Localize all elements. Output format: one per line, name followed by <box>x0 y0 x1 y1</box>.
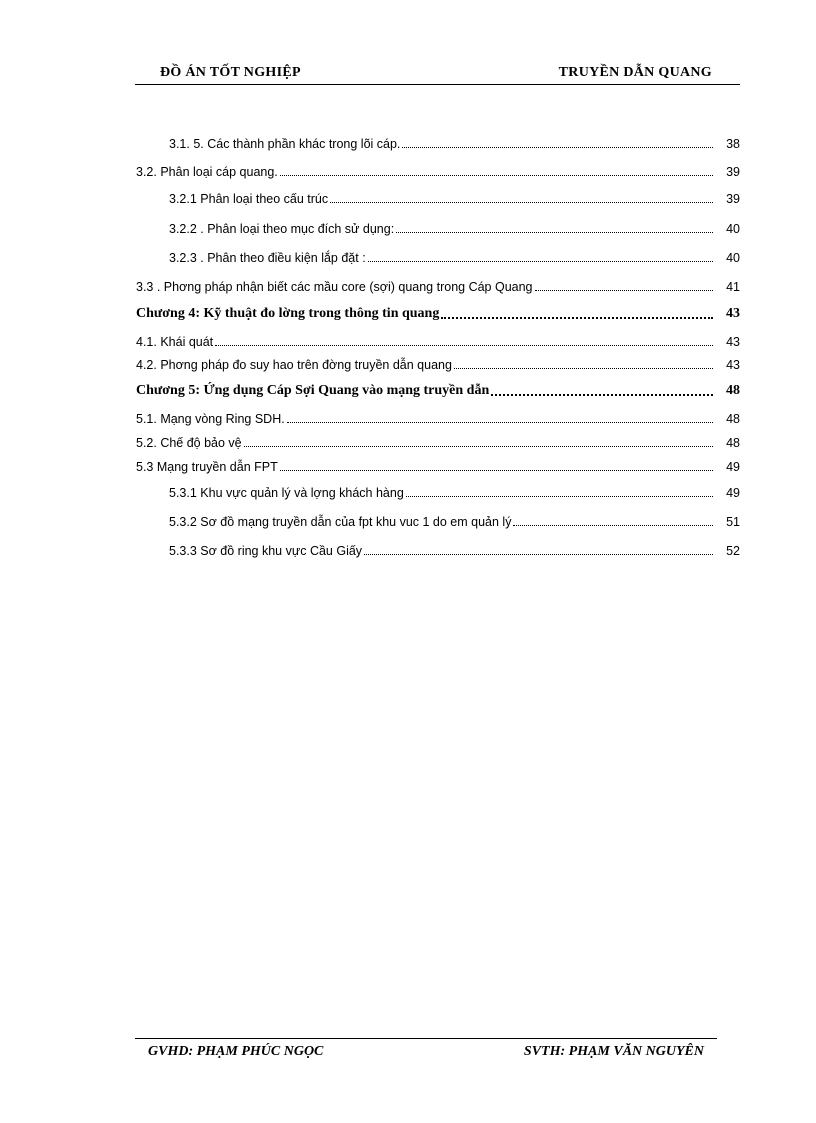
toc-entry-page: 48 <box>726 383 740 398</box>
footer-supervisor: GVHD: PHẠM PHÚC NGỌC <box>148 1044 324 1059</box>
toc-entry-label: 3.1. 5. Các thành phần khác trong lõi cáp. <box>169 137 401 151</box>
toc-entry[interactable] <box>136 159 740 179</box>
toc-entry[interactable] <box>136 480 740 500</box>
toc-entry-page: 39 <box>726 165 740 179</box>
footer-student: SVTH: PHẠM VĂN NGUYÊN <box>523 1044 704 1059</box>
toc-entry-page: 48 <box>726 412 740 426</box>
toc-entry-page: 49 <box>726 460 740 474</box>
toc-entry-label: 3.2. Phân loại cáp quang. <box>136 165 278 179</box>
header-title-left: ĐỒ ÁN TỐT NGHIỆP <box>160 65 301 80</box>
toc-entry[interactable] <box>136 406 740 426</box>
page-footer <box>135 1038 717 1063</box>
toc-entry-label: 3.2.3 . Phân theo điều kiện lắp đặt : <box>169 251 366 265</box>
header-title-right: TRUYỀN DẪN QUANG <box>558 65 712 80</box>
toc-entry[interactable] <box>136 538 740 558</box>
toc-chapter[interactable] <box>136 302 740 322</box>
toc-entry-label: 5.2. Chế độ bảo vệ <box>136 436 242 450</box>
toc-entry[interactable] <box>136 509 740 529</box>
toc-entry[interactable] <box>136 186 740 206</box>
toc-entry-page: 43 <box>726 358 740 372</box>
toc-entry-page: 40 <box>726 251 740 265</box>
toc-entry-label: 5.3.1 Khu vực quản lý và lợng khách hàng <box>169 486 404 500</box>
toc-entry-page: 48 <box>726 436 740 450</box>
toc-entry-page: 41 <box>726 280 740 294</box>
page-header <box>135 62 740 85</box>
toc-entry-page: 49 <box>726 486 740 500</box>
toc-entry-page: 52 <box>726 544 740 558</box>
toc-entry-label: Chương 4: Kỹ thuật đo lờng trong thông tin quang <box>136 306 440 321</box>
toc-entry-page: 40 <box>726 222 740 236</box>
toc-entry-page: 43 <box>726 335 740 349</box>
toc-entry[interactable] <box>136 454 740 474</box>
toc-entry-label: Chương 5: Ứng dụng Cáp Sợi Quang vào mạng truyền dẫn <box>136 383 490 398</box>
toc-entry-label: 5.3.2 Sơ đồ mạng truyền dẫn của fpt khu vuc 1 do em quản lý <box>169 515 512 529</box>
toc-entry[interactable] <box>136 329 740 349</box>
toc-entry-label: 3.3 . Phơng pháp nhận biết các mầu core (sợi) quang trong Cáp Quang <box>136 280 533 294</box>
toc-entry[interactable] <box>136 274 740 294</box>
toc-entry-page: 51 <box>726 515 740 529</box>
toc-chapter[interactable] <box>136 379 740 399</box>
toc-entry[interactable] <box>136 216 740 236</box>
toc-entry-page: 43 <box>726 306 740 321</box>
toc-entry[interactable] <box>136 245 740 265</box>
toc-entry-page: 38 <box>726 137 740 151</box>
toc-entry-label: 4.2. Phơng pháp đo suy hao trên đờng truyền dẫn quang <box>136 358 452 372</box>
toc-entry-label: 4.1. Khái quát <box>136 335 214 349</box>
toc-entry-label: 5.3.3 Sơ đồ ring khu vực Cầu Giấy <box>169 544 363 558</box>
toc-entry-label: 3.2.1 Phân loại theo cấu trúc <box>169 192 329 206</box>
toc-entry[interactable] <box>136 430 740 450</box>
toc-entry-label: 5.3 Mạng truyền dẫn FPT <box>136 460 278 474</box>
toc-entry-label: 5.1. Mạng vòng Ring SDH. <box>136 412 285 426</box>
toc-entry[interactable] <box>136 352 740 372</box>
toc-entry-page: 39 <box>726 192 740 206</box>
toc-entry-label: 3.2.2 . Phân loại theo mục đích sử dụng: <box>169 222 395 236</box>
toc-entry[interactable] <box>136 131 740 151</box>
